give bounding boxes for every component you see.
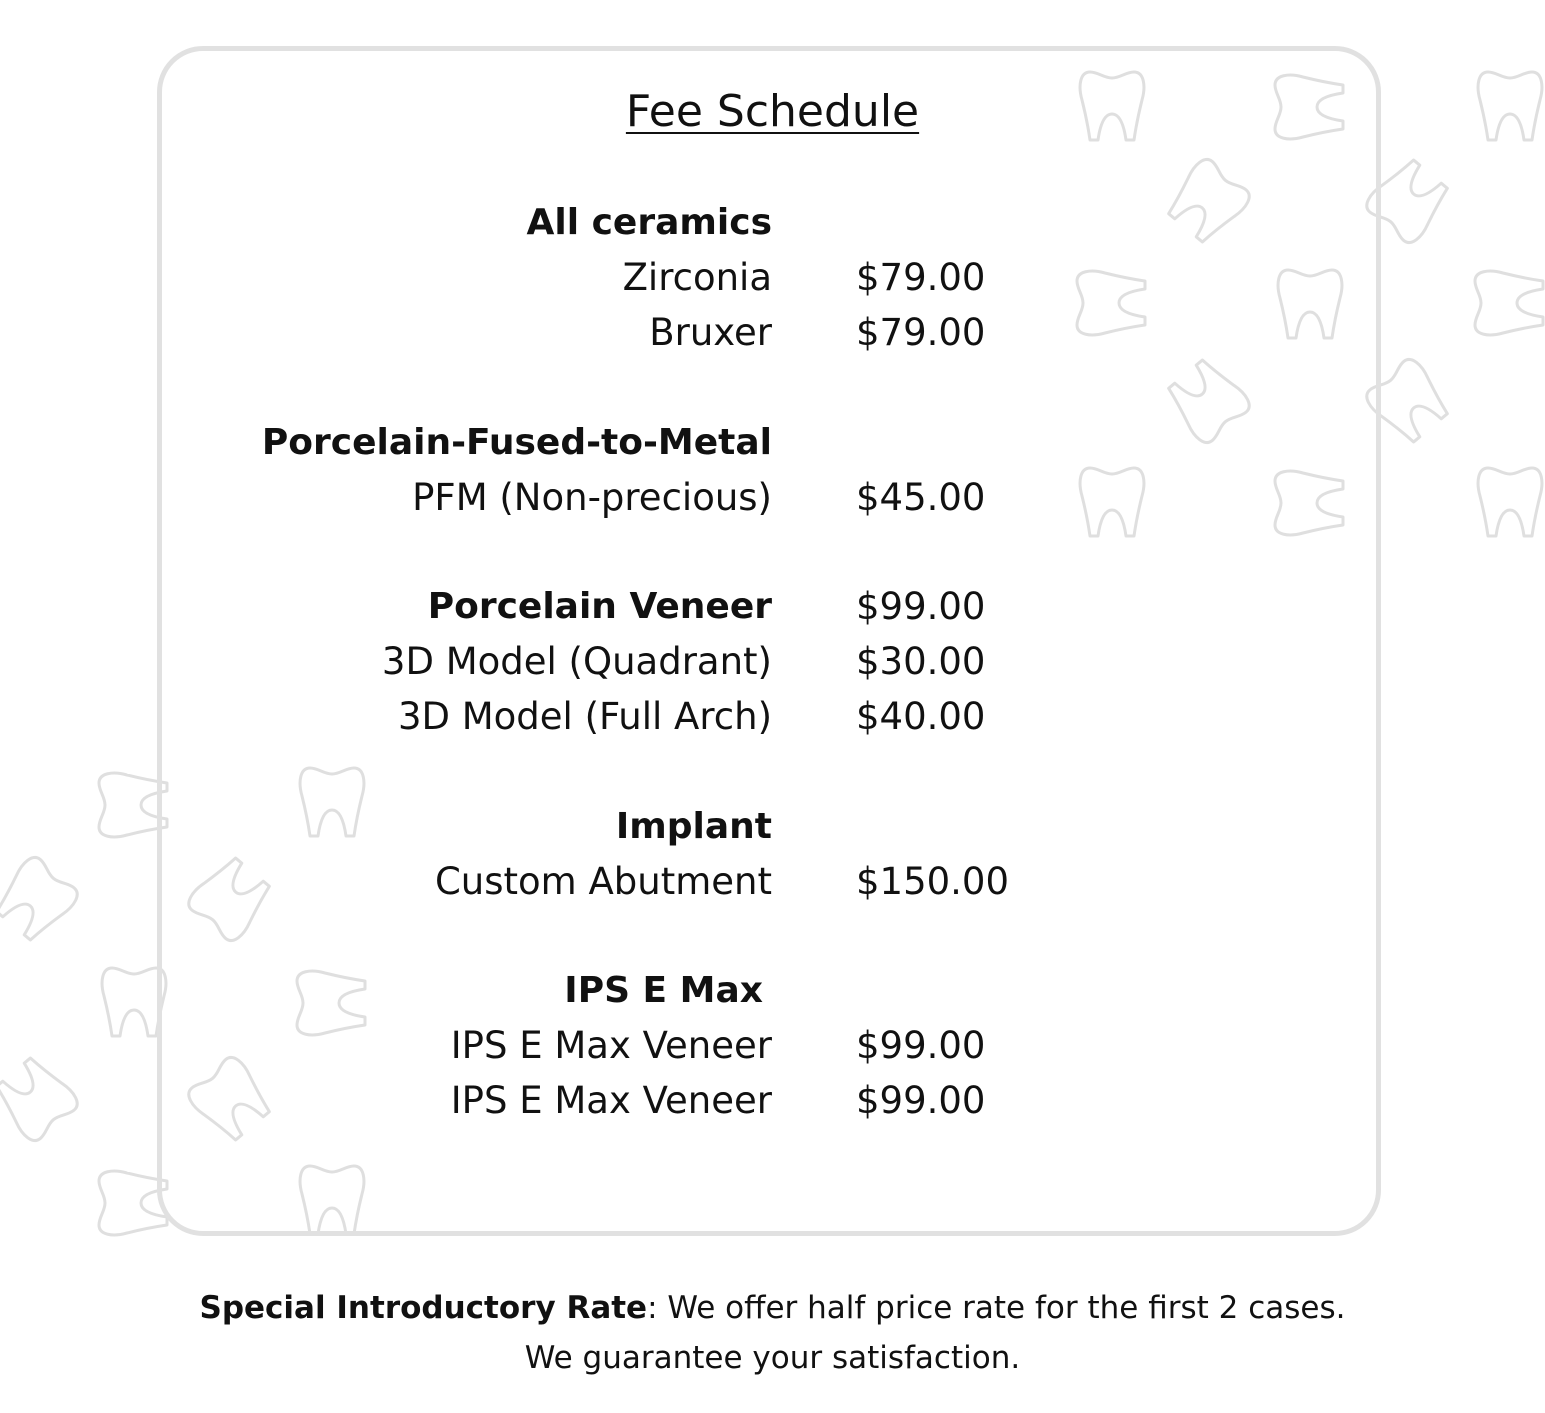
section-heading: Implant: [615, 806, 772, 847]
section-heading: All ceramics: [526, 202, 772, 243]
section-heading-row: [0, 198, 1545, 248]
special-rate-note: [0, 1283, 1545, 1383]
section-heading: IPS E Max: [564, 970, 763, 1011]
fee-item-label: Custom Abutment: [434, 860, 772, 903]
guarantee-line: We guarantee your satisfaction.: [524, 1340, 1021, 1376]
section-heading-row: [0, 582, 1545, 632]
fee-item-label: 3D Model (Quadrant): [381, 640, 772, 683]
section-heading-row: [0, 418, 1545, 468]
fee-item-price: $30.00: [856, 640, 986, 683]
section-heading-price: $99.00: [856, 585, 986, 628]
fee-item-price: $45.00: [856, 476, 986, 519]
fee-row: [0, 308, 1545, 358]
fee-item-label: Zirconia: [622, 256, 772, 299]
fee-row: [0, 692, 1545, 742]
fee-item-label: 3D Model (Full Arch): [397, 695, 772, 738]
fee-item-price: $99.00: [856, 1079, 986, 1122]
fee-item-price: $99.00: [856, 1024, 986, 1067]
offer-text: : We offer half price rate for the first 2 cases.: [647, 1290, 1346, 1326]
offer-line: [0, 1283, 1545, 1333]
fee-row: [0, 1021, 1545, 1071]
fee-row: [0, 857, 1545, 907]
fee-item-price: $150.00: [856, 860, 1010, 903]
fee-item-label: PFM (Non-precious): [412, 476, 772, 519]
fee-item-label: IPS E Max Veneer: [450, 1079, 772, 1122]
fee-row: [0, 253, 1545, 303]
fee-row: [0, 1076, 1545, 1126]
offer-label: Special Introductory Rate: [199, 1290, 648, 1326]
fee-row: [0, 473, 1545, 523]
fee-item-price: $79.00: [856, 256, 986, 299]
section-heading: Porcelain Veneer: [427, 586, 772, 627]
section-heading-row: [0, 802, 1545, 852]
section-heading: Porcelain-Fused-to-Metal: [261, 422, 772, 463]
fee-item-price: $40.00: [856, 695, 986, 738]
section-heading-row: [0, 966, 1545, 1016]
fee-item-label: Bruxer: [649, 311, 772, 354]
fee-item-label: IPS E Max Veneer: [450, 1024, 772, 1067]
fee-item-price: $79.00: [856, 311, 986, 354]
page-title: Fee Schedule: [625, 86, 920, 137]
fee-row: [0, 637, 1545, 687]
